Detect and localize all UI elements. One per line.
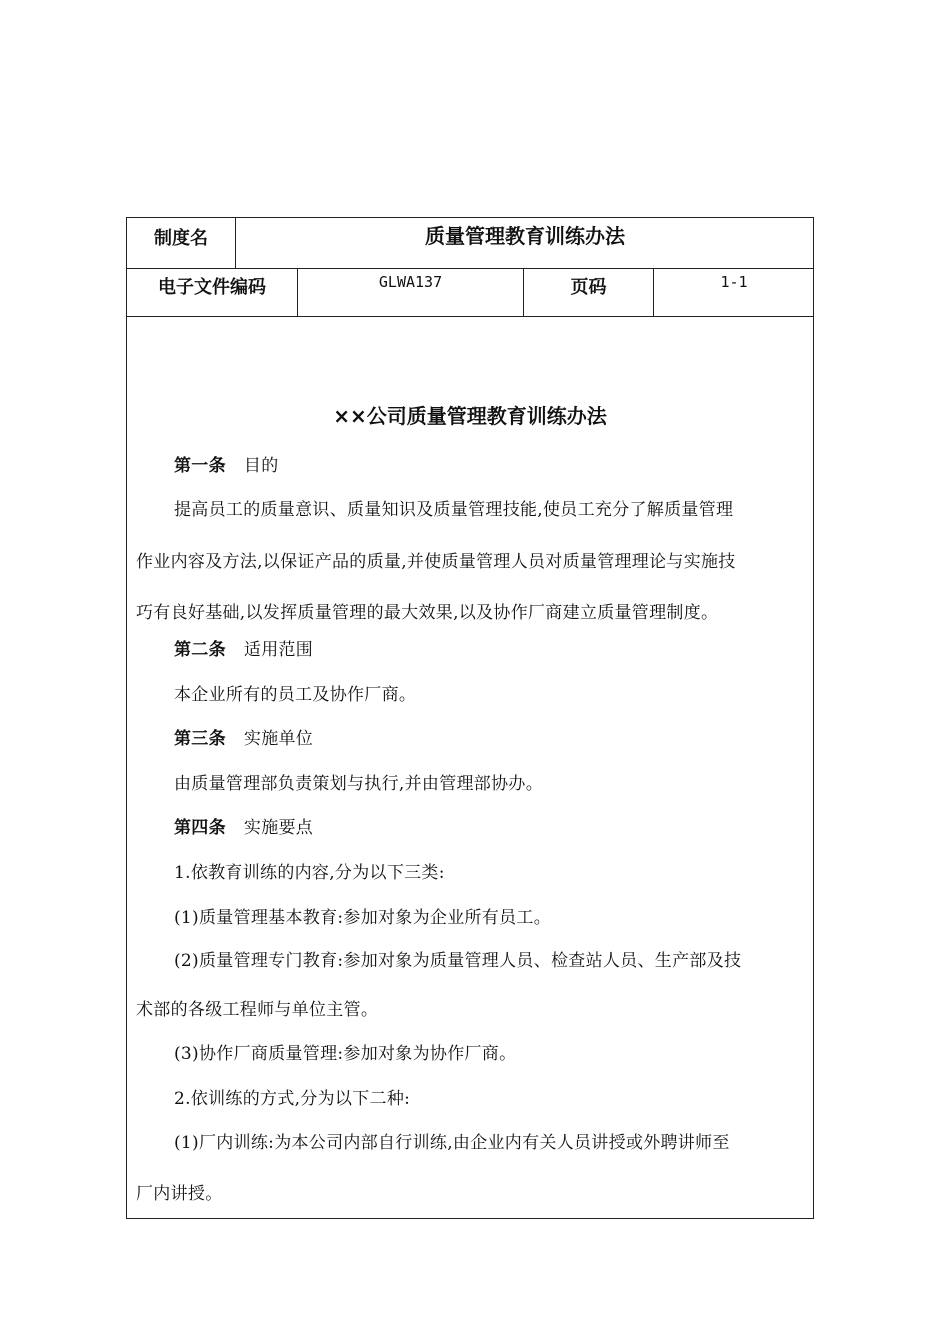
header-row-code (127, 269, 813, 317)
paragraph-4-1-3: (3)协作厂商质量管理:参加对象为协作厂商。 (174, 1044, 517, 1064)
paragraph-1-line-2: 作业内容及方法,以保证产品的质量,并使质量管理人员对质量管理理论与实施技 (136, 552, 736, 572)
file-code-label: 电子文件编码 (158, 277, 266, 298)
paragraph-4-2-1-line-1: (1)厂内训练:为本公司内部自行训练,由企业内有关人员讲授或外聘讲师至 (174, 1133, 730, 1153)
paragraph-4-1: 1.依教育训练的内容,分为以下三类: (174, 863, 445, 883)
paragraph-4-1-2-line-2: 术部的各级工程师与单位主管。 (136, 1000, 379, 1020)
article-1-head: 第一条 (174, 456, 226, 476)
header-row-name (127, 218, 813, 269)
article-3-title: 实施单位 (243, 729, 314, 749)
document-title: ××公司质量管理教育训练办法 (333, 404, 607, 428)
paragraph-3: 由质量管理部负责策划与执行,并由管理部协办。 (174, 774, 544, 794)
paragraph-4-1-2-line-1: (2)质量管理专门教育:参加对象为质量管理人员、检查站人员、生产部及技 (174, 951, 742, 971)
paragraph-4-1-1: (1)质量管理基本教育:参加对象为企业所有员工。 (174, 908, 552, 928)
paragraph-1-line-3: 巧有良好基础,以发挥质量管理的最大效果,以及协作厂商建立质量管理制度。 (136, 603, 719, 623)
article-4-head: 第四条 (174, 818, 226, 838)
paragraph-4-2-1-line-2: 厂内讲授。 (136, 1184, 223, 1204)
page-label: 页码 (523, 269, 653, 316)
file-code-value: GLWA137 (297, 269, 523, 316)
paragraph-4-2: 2.依训练的方式,分为以下二种: (174, 1089, 411, 1109)
article-1-title: 目的 (243, 456, 279, 476)
paragraph-1-line-1: 提高员工的质量意识、质量知识及质量管理技能,使员工充分了解质量管理 (174, 500, 734, 520)
document-frame (126, 217, 814, 1219)
article-2-head: 第二条 (174, 640, 226, 660)
paragraph-2: 本企业所有的员工及协作厂商。 (174, 685, 417, 705)
system-name-value: 质量管理教育训练办法 (235, 218, 814, 268)
page-value: 1-1 (653, 269, 814, 316)
article-3-head: 第三条 (174, 729, 226, 749)
article-2-title: 适用范围 (243, 640, 314, 660)
article-4-title: 实施要点 (243, 818, 314, 838)
system-name-label: 制度名 (154, 228, 208, 249)
